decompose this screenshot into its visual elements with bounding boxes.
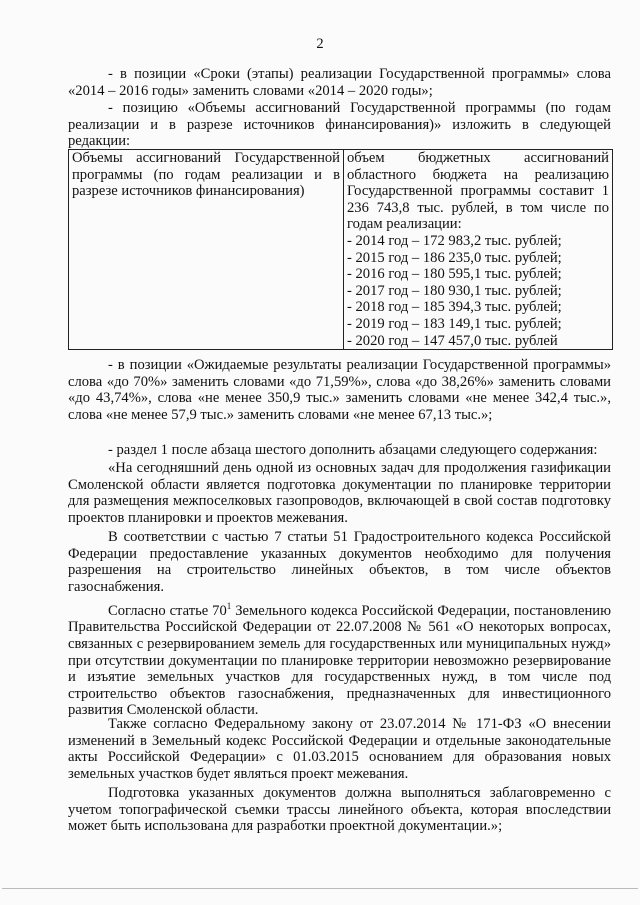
table-row bbox=[69, 150, 613, 350]
year-2019-item: - 2019 год – 183 149,1 тыс. рублей; bbox=[347, 315, 562, 332]
paragraph-expected-results: - в позиции «Ожидаемые результаты реализации Государственной программы» слова «до 70%» заменить словами «до 71,59%», слова «до 38,26%» заменить словами «до 43,74%», слова «не менее 350,9 тыс.» заменить словами «не менее 342,4 тыс.», слова «не менее 57,9 тыс.» заменить словами «не менее 67,13 тыс.»; bbox=[68, 357, 611, 423]
paragraph-documents-preparation: Подготовка указанных документов должна выполняться заблаговременно с учетом топографической съемки трассы линейного объекта, которая впоследствии может быть использована для разработки проектной документации.»; bbox=[68, 785, 611, 835]
year-2020-item: - 2020 год – 147 457,0 тыс. рублей bbox=[347, 332, 558, 349]
paragraph-land-code: Согласно статье $70^1$ Земельного кодекса Российской Федерации, постановлению Правительства Российской Федерации от 22.07.2008 № 561 «О некоторых вопросах, связанных с резервированием земель для государственных или муниципальных нужд» при отсутствии документации по планировке территории невозможно резервирование и изъятие земельных участков для государственных нужд, в том числе под строительство объектов газоснабжения, предназначенных для инвестиционного развития Смоленской области. bbox=[68, 601, 611, 719]
year-2017-item: - 2017 год – 180 930,1 тыс. рублей; bbox=[347, 282, 562, 299]
paragraph-federal-law: Также согласно Федеральному закону от 23.07.2014 № 171-ФЗ «О внесении изменений в Земельный кодекс Российской Федерации и отдельные законодательные акты Российской Федерации» с 01.03.2015 основанием для образования новых земельных участков будет являться проект межевания. bbox=[68, 716, 611, 782]
year-2015-item: - 2015 год – 186 235,0 тыс. рублей; bbox=[347, 249, 562, 266]
page-bottom-divider bbox=[2, 888, 638, 889]
allocations-table bbox=[68, 149, 613, 350]
year-2018-item: - 2018 год – 185 394,3 тыс. рублей; bbox=[347, 299, 562, 316]
paragraph-allocations-change: - позицию «Объемы ассигнований Государственной программы (по годам реализации и в разрезе источников финансирования)» изложить в следующей редакции: bbox=[68, 100, 611, 150]
paragraph-gasification: «На сегодняшний день одной из основных задач для продолжения газификации Смоленской области является подготовка документации по планировке территории для размещения межпоселковых газопроводов, включающей в свой состав подготовку проектов планировки и проектов межевания. bbox=[68, 460, 611, 526]
paragraph-urban-code: В соответствии с частью 7 статьи 51 Градостроительного кодекса Российской Федерации предоставление указанных документов необходимо для получения разрешения на строительство линейных объектов, в том числе объектов газоснабжения. bbox=[68, 529, 611, 595]
allocations-label-cell: Объемы ассигнований Государственной программы (по годам реализации и в разрезе источников финансирования) bbox=[69, 150, 344, 350]
allocations-value-cell bbox=[344, 150, 613, 350]
allocations-intro-text: объем бюджетных ассигнований областного бюджета на реализацию Государственной программы составит 1 236 743,8 тыс. рублей, в том числе по годам реализации: bbox=[347, 150, 609, 233]
paragraph-terms-change: - в позиции «Сроки (этапы) реализации Государственной программы» слова «2014 – 2016 годы» заменить словами «2014 – 2020 годы»; bbox=[68, 66, 611, 99]
page-number: 2 bbox=[316, 36, 324, 52]
year-2016-item: - 2016 год – 180 595,1 тыс. рублей; bbox=[347, 266, 562, 283]
paragraph-section-1: - раздел 1 после абзаца шестого дополнить абзацами следующего содержания: bbox=[108, 442, 598, 458]
year-2014-item: - 2014 год – 172 983,2 тыс. рублей; bbox=[347, 232, 562, 249]
